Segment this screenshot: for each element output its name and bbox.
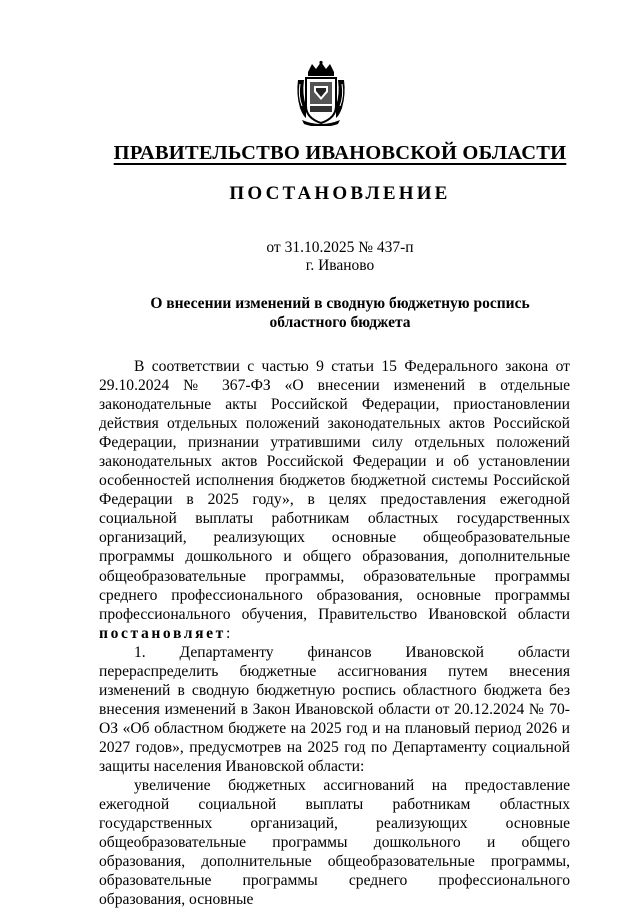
resolves-suffix: : — [225, 624, 231, 642]
preamble-paragraph — [99, 357, 570, 643]
document-city: г. Иваново — [305, 257, 375, 274]
item-1-subparagraph: увеличение бюджетных ассигнований на предоставление ежегодной социальной выплаты работникам областных государственных организаций, реализующих основные общеобразовательные программы дошкольного и общего образования, дополнительные общеобразовательные программы, образовательные программы среднего профессионального образования, основные — [99, 777, 570, 909]
subject-line-1: О внесении изменений в сводную бюджетную роспись — [150, 295, 530, 312]
document-subject — [100, 294, 580, 332]
document-type: ПОСТАНОВЛЕНИЕ — [229, 183, 451, 204]
item-1-paragraph: 1. Департаменту финансов Ивановской области перераспределить бюджетные ассигнования путем внесения изменений в сводную бюджетную роспись областного бюджета без внесения изменений в Закон Ивановской области от 20.12.2024 № 70-ОЗ «Об областном бюджете на 2025 год и на плановый период 2026 и 2027 годов», предусмотрев на 2025 год по Департаменту социальной защиты населения Ивановской области: — [99, 643, 570, 775]
preamble-text: В соответствии с частью 9 статьи 15 Федерального закона от 29.10.2024 № 367-ФЗ «О внесении изменений в отдельные законодательные акты Российской Федерации, приостановлении действия отдельных положений законодательных актов Российской Федерации, признании утратившими силу отдельных положений законодательных актов Российской Федерации и об установлении особенностей исполнения бюджетов бюджетной системы Российской Федерации в 2025 году», в целях предоставления ежегодной социальной выплаты работникам областных государственных организаций, реализующих основные общеобразовательные программы дошкольного и общего образования, дополнительные общеобразовательные программы, образовательные программы среднего профессионального образования, основные программы профессионального обучения, Правительство Ивановской области — [99, 358, 570, 623]
document-date-number: от 31.10.2025 № 437-п — [266, 239, 414, 256]
coat-of-arms-icon — [294, 60, 348, 126]
subject-line-2: областного бюджета — [269, 314, 411, 331]
organization-title: ПРАВИТЕЛЬСТВО ИВАНОВСКОЙ ОБЛАСТИ — [113, 142, 567, 164]
document-body — [99, 357, 570, 909]
resolves-word: постановляет — [99, 624, 226, 642]
